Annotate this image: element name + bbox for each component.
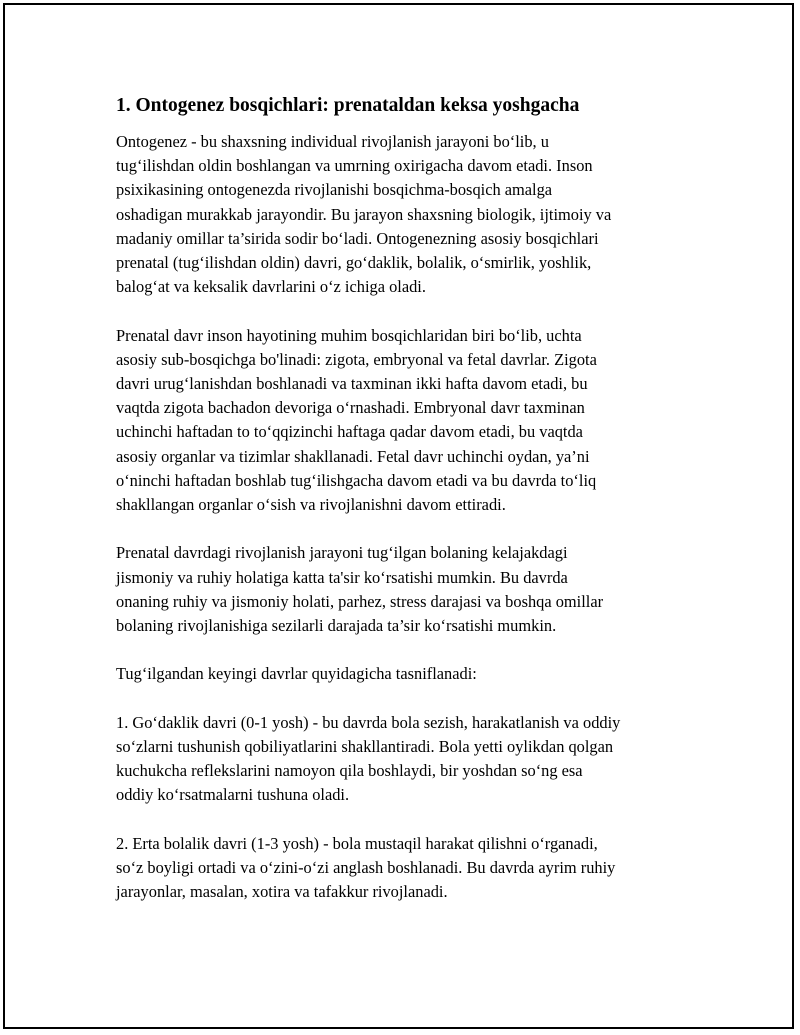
text-line: onaning ruhiy va jismoniy holati, parhez, stress darajasi va boshqa omillar <box>116 591 604 611</box>
text-line: oshadigan murakkab jarayondir. Bu jarayon shaxsning biologik, ijtimoiy va <box>116 204 612 224</box>
text-line: vaqtda zigota bachadon devoriga o‘rnashadi. Embryonal davr taxminan <box>116 398 585 418</box>
text-line: prenatal (tug‘ilishdan oldin) davri, go‘daklik, bolalik, o‘smirlik, yoshlik, <box>116 253 592 273</box>
text-line: so‘z boyligi ortadi va o‘zini-o‘zi anglash boshlanadi. Bu davrda ayrim ruhiy <box>116 858 616 878</box>
paragraph-prenatal-influence <box>116 541 706 638</box>
text-line: psixikasining ontogenezda rivojlanishi bosqichma-bosqich amalga <box>116 180 553 200</box>
text-line: asosiy sub-bosqichga bo'linadi: zigota, embryonal va fetal davrlar. Zigota <box>116 349 597 369</box>
text-line: jarayonlar, masalan, xotira va tafakkur rivojlanadi. <box>116 882 448 902</box>
text-line: Prenatal davrdagi rivojlanish jarayoni tug‘ilgan bolaning kelajakdagi <box>116 543 568 563</box>
text-line: uchinchi haftadan to to‘qqizinchi haftaga qadar davom etadi, bu vaqtda <box>116 422 583 442</box>
text-line: madaniy omillar ta’sirida sodir bo‘ladi. Ontogenezning asosiy bosqichlari <box>116 228 599 248</box>
text-line: shakllangan organlar o‘sish va rivojlanishni davom ettiradi. <box>116 495 506 515</box>
text-line: tug‘ilishdan oldin boshlangan va umrning oxirigacha davom etadi. Inson <box>116 156 593 176</box>
text-line: Tug‘ilgandan keyingi davrlar quyidagicha tasniflanadi: <box>116 664 477 684</box>
text-line: balog‘at va keksalik davrlarini o‘z ichiga oladi. <box>116 277 426 297</box>
text-line: o‘ninchi haftadan boshlab tug‘ilishgacha davom etadi va bu davrda to‘liq <box>116 470 597 490</box>
text-line: asosiy organlar va tizimlar shakllanadi. Fetal davr uchinchi oydan, ya’ni <box>116 446 590 466</box>
text-line: bolaning rivojlanishiga sezilarli darajada ta’sir ko‘rsatishi mumkin. <box>116 616 557 636</box>
paragraph-postnatal-intro <box>116 662 706 686</box>
text-line: so‘zlarni tushunish qobiliyatlarini shakllantiradi. Bola yetti oylikdan qolgan <box>116 737 614 757</box>
text-line: davri urug‘lanishdan boshlanadi va taxminan ikki hafta davom etadi, bu <box>116 374 588 394</box>
text-line: kuchukcha reflekslarini namoyon qila boshlaydi, bir yoshdan so‘ng esa <box>116 761 583 781</box>
text-line: oddiy ko‘rsatmalarni tushuna oladi. <box>116 785 350 805</box>
text-line: 1. Go‘daklik davri (0-1 yosh) - bu davrda bola sezish, harakatlanish va oddiy <box>116 712 621 732</box>
paragraph-early-childhood <box>116 832 706 905</box>
paragraph-infancy <box>116 711 706 808</box>
text-line: Ontogenez - bu shaxsning individual rivojlanish jarayoni bo‘lib, u <box>116 132 549 151</box>
text-line: 2. Erta bolalik davri (1-3 yosh) - bola mustaqil harakat qilishni o‘rganadi, <box>116 833 598 853</box>
document-title: 1. Ontogenez bosqichlari: prenataldan keksa yoshgacha <box>116 95 580 116</box>
document-body <box>116 94 706 929</box>
text-line: Prenatal davr inson hayotining muhim bosqichlaridan biri bo‘lib, uchta <box>116 325 582 345</box>
paragraph-prenatal-period <box>116 324 706 518</box>
text-line: jismoniy va ruhiy holatiga katta ta'sir ko‘rsatishi mumkin. Bu davrda <box>116 567 568 587</box>
paragraph-ontogenez-definition <box>116 130 706 299</box>
